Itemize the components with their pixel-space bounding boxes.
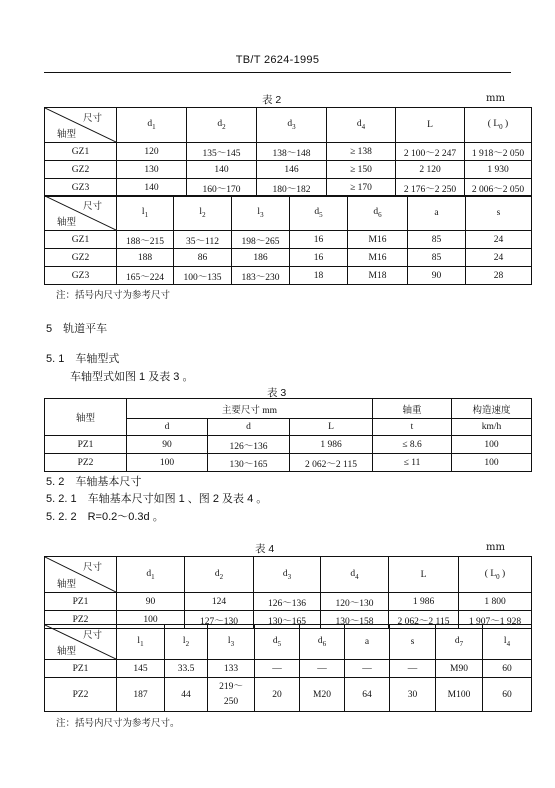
table-cell: M18 xyxy=(348,267,408,285)
table-cell: ≥ 138 xyxy=(327,143,396,161)
table3-sub-L: L xyxy=(290,419,373,436)
table4-head-l3: $l_3$ xyxy=(208,625,255,660)
table-row xyxy=(45,249,532,267)
table2-part-b xyxy=(44,195,532,285)
table-cell: 138～148 xyxy=(257,143,327,161)
row-label: GZ3 xyxy=(45,267,117,285)
table-cell: 100 xyxy=(452,436,532,454)
table-cell: 140 xyxy=(117,179,187,197)
table4-note: 注：括号内尺寸为参考尺寸。 xyxy=(56,718,180,729)
row-label: GZ2 xyxy=(45,161,117,179)
table-cell: 160～170 xyxy=(187,179,257,197)
table4-head-l4: $l_4$ xyxy=(483,625,532,660)
table-cell: — xyxy=(345,660,390,678)
table4-part-b xyxy=(44,624,532,712)
table-cell: 18 xyxy=(290,267,348,285)
table4-head-d3: $d_3$ xyxy=(254,557,321,593)
table4-corner-a: 尺寸 轴型 xyxy=(45,557,117,593)
table-cell: 135～145 xyxy=(187,143,257,161)
table-cell: 16 xyxy=(290,231,348,249)
table-cell: 100 xyxy=(127,454,208,472)
table-cell: 16 xyxy=(290,249,348,267)
table4-head-l1: $l_1$ xyxy=(117,625,165,660)
table-cell: M16 xyxy=(348,249,408,267)
table-cell: 2 062～2 115 xyxy=(290,454,373,472)
table-cell: 187 xyxy=(117,678,165,712)
table-cell: 120 xyxy=(117,143,187,161)
table2-part-a xyxy=(44,107,532,197)
table-cell: 146 xyxy=(257,161,327,179)
table-cell: M90 xyxy=(436,660,483,678)
table-cell: 90 xyxy=(127,436,208,454)
table2-head-l2: $l_2$ xyxy=(174,196,232,231)
table4-unit: mm xyxy=(486,542,505,553)
table-cell: 133 xyxy=(208,660,255,678)
table3-sub-t: t xyxy=(373,419,452,436)
table2-head-s: s xyxy=(466,196,532,231)
table-cell: 130～165 xyxy=(254,611,321,629)
table2-head-d5: $d_5$ xyxy=(290,196,348,231)
table-cell: 130～165 xyxy=(208,454,290,472)
table-cell: 100～135 xyxy=(174,267,232,285)
table-cell: 24 xyxy=(466,249,532,267)
table-row xyxy=(45,231,532,249)
table3-head-main: 主要尺寸 mm xyxy=(127,399,373,419)
table4-head-L0: ( $L_0$ ) xyxy=(459,557,532,593)
table2-head-L0: ( $L_0$ ) xyxy=(465,108,532,143)
table-cell: 126～136 xyxy=(208,436,290,454)
row-label: PZ1 xyxy=(45,660,117,678)
table4-head-d6: $d_6$ xyxy=(300,625,345,660)
table-cell: 2 100～2 247 xyxy=(396,143,465,161)
table-cell: — xyxy=(300,660,345,678)
table2-note: 注：括号内尺寸为参考尺寸 xyxy=(56,290,171,301)
table-cell: 1 918～2 050 xyxy=(465,143,532,161)
table-cell: 90 xyxy=(117,593,185,611)
table-row xyxy=(45,593,532,611)
table4-rows-b xyxy=(45,660,532,712)
table-cell: 60 xyxy=(483,660,532,678)
table4-head-d5: $d_5$ xyxy=(255,625,300,660)
table-row xyxy=(45,660,532,678)
table-cell: 1 986 xyxy=(290,436,373,454)
table-cell: 188 xyxy=(117,249,174,267)
table3-sub-d2: d xyxy=(208,419,290,436)
table3-title: 表 3 xyxy=(267,387,287,399)
table-cell: 28 xyxy=(466,267,532,285)
table2-rows-a xyxy=(45,143,532,197)
table4-head-L: L xyxy=(389,557,459,593)
table4-part-a xyxy=(44,556,532,629)
table-cell: 100 xyxy=(117,611,185,629)
table-cell: 1 986 xyxy=(389,593,459,611)
table-cell: 85 xyxy=(408,249,466,267)
row-label: PZ2 xyxy=(45,611,117,629)
table-cell: M20 xyxy=(300,678,345,712)
standard-header: TB/T 2624-1995 xyxy=(235,54,320,66)
table-cell: 2 006～2 050 xyxy=(465,179,532,197)
table2-head-d1: $d_1$ xyxy=(117,108,187,143)
table-cell: 120～130 xyxy=(321,593,389,611)
table3-head-type: 轴型 xyxy=(45,399,127,436)
table-row xyxy=(45,143,532,161)
table-cell: 1 930 xyxy=(465,161,532,179)
table4-corner-b: 尺寸 轴型 xyxy=(45,625,117,660)
row-label: GZ1 xyxy=(45,231,117,249)
table-row xyxy=(45,161,532,179)
row-label: PZ2 xyxy=(45,678,117,712)
section-5-1: 5. 1 车轴型式 xyxy=(46,353,120,365)
table2-head-a: a xyxy=(408,196,466,231)
table4-head-d7: $d_7$ xyxy=(436,625,483,660)
table-cell: 130～158 xyxy=(321,611,389,629)
table2-corner-a: 尺寸 轴型 xyxy=(45,108,117,143)
table-cell: 60 xyxy=(483,678,532,712)
table-cell: 1 800 xyxy=(459,593,532,611)
table2-head-d6: $d_6$ xyxy=(348,196,408,231)
table2-head-l3: $l_3$ xyxy=(232,196,290,231)
table-cell: 33.5 xyxy=(165,660,208,678)
table-cell: 186 xyxy=(232,249,290,267)
table4-head-d2: $d_2$ xyxy=(185,557,254,593)
table2-head-l1: $l_1$ xyxy=(117,196,174,231)
table-cell: 126～136 xyxy=(254,593,321,611)
table-cell: 86 xyxy=(174,249,232,267)
table-cell: ≤ 11 xyxy=(373,454,452,472)
section-5-1-text: 车轴型式如图 1 及表 3 。 xyxy=(70,371,194,383)
table4-head-d1: $d_1$ xyxy=(117,557,185,593)
table-cell: 20 xyxy=(255,678,300,712)
table-cell: 35～112 xyxy=(174,231,232,249)
header-rule xyxy=(44,72,511,73)
table-cell: 127～130 xyxy=(185,611,254,629)
table-cell: 219～ 250 xyxy=(208,678,255,712)
table2-title: 表 2 xyxy=(262,94,282,106)
table2-rows-b xyxy=(45,231,532,285)
table-cell: 1 907～1 928 xyxy=(459,611,532,629)
row-label: PZ1 xyxy=(45,593,117,611)
section-5: 5 轨道平车 xyxy=(46,323,108,335)
table3-head-load: 轴重 xyxy=(373,399,452,419)
table4-head-s: s xyxy=(390,625,436,660)
table-cell: 183～230 xyxy=(232,267,290,285)
table-cell: ≥ 150 xyxy=(327,161,396,179)
table4-title: 表 4 xyxy=(255,543,275,555)
row-label: PZ1 xyxy=(45,436,127,454)
table-cell: 198～265 xyxy=(232,231,290,249)
table-cell: 2 176～2 250 xyxy=(396,179,465,197)
table-cell: 140 xyxy=(187,161,257,179)
table-row xyxy=(45,179,532,197)
table2-corner-b: 尺寸 轴型 xyxy=(45,196,117,231)
table-cell: ≤ 8.6 xyxy=(373,436,452,454)
table-cell: 85 xyxy=(408,231,466,249)
table3-rows xyxy=(45,436,532,472)
table4-head-l2: $l_2$ xyxy=(165,625,208,660)
table3-sub-speed-unit: km/h xyxy=(452,419,532,436)
table-cell: 145 xyxy=(117,660,165,678)
table2-head-d3: $d_3$ xyxy=(257,108,327,143)
table-cell: M16 xyxy=(348,231,408,249)
table-cell: 2 120 xyxy=(396,161,465,179)
table-cell: 188～215 xyxy=(117,231,174,249)
table4-head-a: a xyxy=(345,625,390,660)
table-row xyxy=(45,436,532,454)
table2-unit: mm xyxy=(486,93,505,104)
table-cell: — xyxy=(255,660,300,678)
table-cell: 44 xyxy=(165,678,208,712)
table-cell: 100 xyxy=(452,454,532,472)
section-5-2-2: 5. 2. 2 R=0.2～0.3d 。 xyxy=(46,511,164,523)
section-5-2-1: 5. 2. 1 车轴基本尺寸如图 1 、图 2 及表 4 。 xyxy=(46,493,268,505)
table3 xyxy=(44,398,532,472)
table-row xyxy=(45,454,532,472)
table-row xyxy=(45,678,532,712)
table-cell: 64 xyxy=(345,678,390,712)
table-cell: 130 xyxy=(117,161,187,179)
table-cell: 180～182 xyxy=(257,179,327,197)
table-row xyxy=(45,267,532,285)
table-cell: ≥ 170 xyxy=(327,179,396,197)
table3-sub-d1: d xyxy=(127,419,208,436)
table-cell: 124 xyxy=(185,593,254,611)
section-5-2: 5. 2 车轴基本尺寸 xyxy=(46,476,142,488)
table4-head-d4: $d_4$ xyxy=(321,557,389,593)
table2-head-d4: $d_4$ xyxy=(327,108,396,143)
table-cell: — xyxy=(390,660,436,678)
table-cell: M100 xyxy=(436,678,483,712)
table3-head-speed: 构造速度 xyxy=(452,399,532,419)
table2-head-L: L xyxy=(396,108,465,143)
table-cell: 165～224 xyxy=(117,267,174,285)
row-label: GZ3 xyxy=(45,179,117,197)
table2-head-d2: $d_2$ xyxy=(187,108,257,143)
row-label: GZ1 xyxy=(45,143,117,161)
row-label: GZ2 xyxy=(45,249,117,267)
table-cell: 90 xyxy=(408,267,466,285)
table-cell: 24 xyxy=(466,231,532,249)
table-cell: 2 062～2 115 xyxy=(389,611,459,629)
row-label: PZ2 xyxy=(45,454,127,472)
table-cell: 30 xyxy=(390,678,436,712)
